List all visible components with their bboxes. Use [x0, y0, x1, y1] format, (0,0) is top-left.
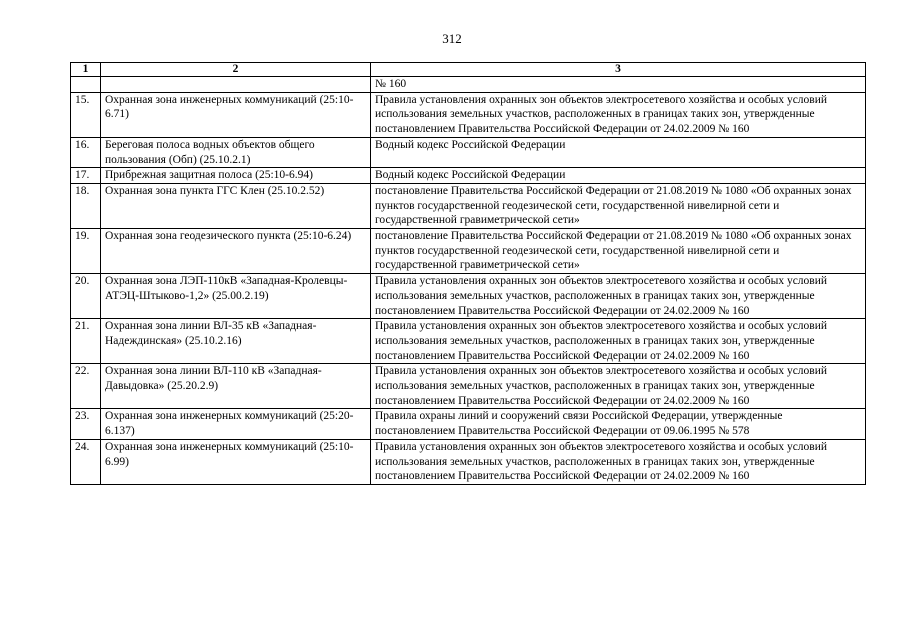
legal-basis: Правила установления охранных зон объектов электросетевого хозяйства и особых условий использования земельных участков, расположенных в границах таких зон, утвержденные постановлением Правительства Российской Федерации от 24.02.2009 № 160: [371, 364, 866, 409]
column-header-3: 3: [371, 63, 866, 77]
legal-basis: Правила установления охранных зон объектов электросетевого хозяйства и особых условий использования земельных участков, расположенных в границах таких зон, утвержденные постановлением Правительства Российской Федерации от 24.02.2009 № 160: [371, 319, 866, 364]
legal-basis: постановление Правительства Российской Федерации от 21.08.2019 № 1080 «Об охранных зонах пунктов государственной геодезической сети, государственной нивелирной сети и государственной гравиметрической сети»: [371, 229, 866, 274]
row-number: 22.: [71, 364, 101, 409]
zone-name: Охранная зона ЛЭП-110кВ «Западная-Кролевцы-АТЭЦ-Штыково-1,2» (25.00.2.19): [101, 274, 371, 319]
table-row: [71, 409, 866, 439]
column-header-2: 2: [101, 63, 371, 77]
legal-basis: Водный кодекс Российской Федерации: [371, 168, 866, 184]
zone-name: Охранная зона геодезического пункта (25:10-6.24): [101, 229, 371, 274]
zone-name: Охранная зона инженерных коммуникаций (25:10-6.71): [101, 92, 371, 137]
table-row: [71, 92, 866, 137]
table-row: [71, 183, 866, 228]
legal-basis: Правила установления охранных зон объектов электросетевого хозяйства и особых условий использования земельных участков, расположенных в границах таких зон, утвержденные постановлением Правительства Российской Федерации от 24.02.2009 № 160: [371, 274, 866, 319]
row-number: 23.: [71, 409, 101, 439]
row-number: 17.: [71, 168, 101, 184]
table-row: [71, 137, 866, 167]
zone-name: Береговая полоса водных объектов общего пользования (Обп) (25.10.2.1): [101, 137, 371, 167]
column-header-1: 1: [71, 63, 101, 77]
row-number: 19.: [71, 229, 101, 274]
row-number: 18.: [71, 183, 101, 228]
page-number: 312: [442, 31, 462, 46]
row-number: 24.: [71, 439, 101, 484]
continuation-num: [71, 77, 101, 93]
table-header-row: [71, 63, 866, 77]
row-number: 15.: [71, 92, 101, 137]
row-number: 21.: [71, 319, 101, 364]
table-row: [71, 439, 866, 484]
row-number: 16.: [71, 137, 101, 167]
continuation-row: [71, 77, 866, 93]
legal-basis: Правила установления охранных зон объектов электросетевого хозяйства и особых условий использования земельных участков, расположенных в границах таких зон, утвержденные постановлением Правительства Российской Федерации от 24.02.2009 № 160: [371, 92, 866, 137]
zone-name: Прибрежная защитная полоса (25:10-6.94): [101, 168, 371, 184]
zone-name: Охранная зона инженерных коммуникаций (25:20-6.137): [101, 409, 371, 439]
legal-basis: Правила охраны линий и сооружений связи Российской Федерации, утвержденные постановлением Правительства Российской Федерации от 09.06.1995 № 578: [371, 409, 866, 439]
table-row: [71, 168, 866, 184]
zone-name: Охранная зона инженерных коммуникаций (25:10-6.99): [101, 439, 371, 484]
zone-name: Охранная зона линии ВЛ-35 кВ «Западная-Надеждинская» (25.10.2.16): [101, 319, 371, 364]
legal-basis: Водный кодекс Российской Федерации: [371, 137, 866, 167]
zone-name: Охранная зона линии ВЛ-110 кВ «Западная-Давыдовка» (25.20.2.9): [101, 364, 371, 409]
table-row: [71, 319, 866, 364]
zone-name: Охранная зона пункта ГГС Клен (25.10.2.52): [101, 183, 371, 228]
continuation-name: [101, 77, 371, 93]
continuation-basis: № 160: [371, 77, 866, 93]
table-row: [71, 364, 866, 409]
row-number: 20.: [71, 274, 101, 319]
legal-basis: постановление Правительства Российской Федерации от 21.08.2019 № 1080 «Об охранных зонах пунктов государственной геодезической сети, государственной нивелирной сети и государственной гравиметрической сети»: [371, 183, 866, 228]
legal-basis: Правила установления охранных зон объектов электросетевого хозяйства и особых условий использования земельных участков, расположенных в границах таких зон, утвержденные постановлением Правительства Российской Федерации от 24.02.2009 № 160: [371, 439, 866, 484]
zones-table: [70, 62, 866, 485]
table-row: [71, 274, 866, 319]
table-row: [71, 229, 866, 274]
